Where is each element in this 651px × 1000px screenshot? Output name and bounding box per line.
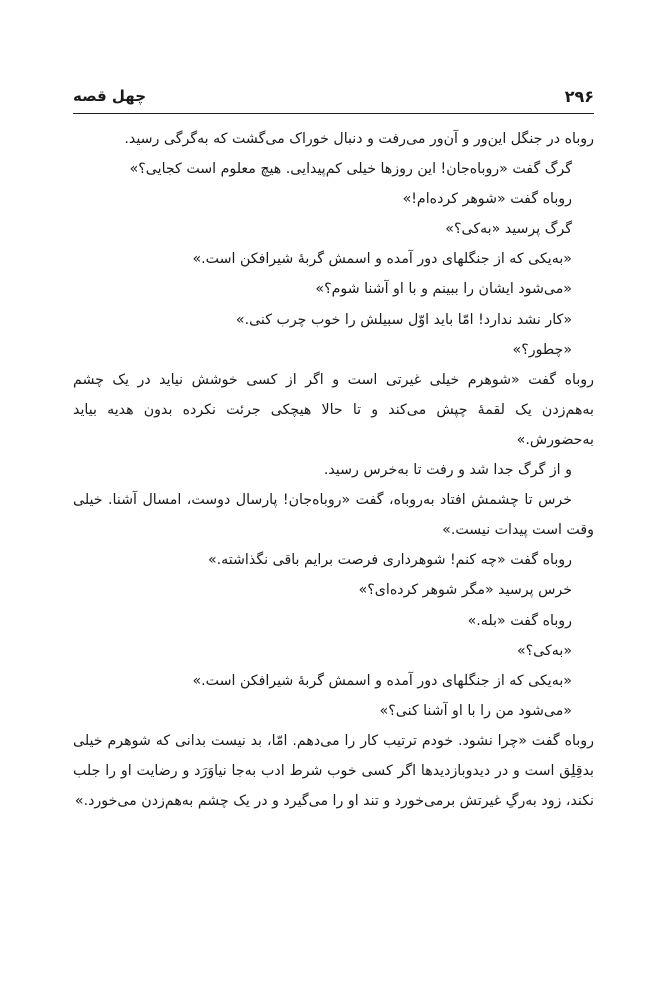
header-rule <box>73 113 594 114</box>
paragraph: و از گرگ جدا شد و رفت تا به‌خرس رسید. <box>323 462 572 479</box>
paragraph: «به‌کی؟» <box>516 642 572 659</box>
paragraph: روباه گفت «چرا نشود. خودم ترتیب کار را می‌دهم. امّا، بد نیست بدانی که شوهرم خیلی بدقِلِق است و در دیدوبازدیدها اگر کسی خوب شرط ادب به‌جا نیاوَرَد و رضایت او را جلب نکند، زود به‌رگِ غیرتش برمی‌خورد و تند او را می‌گیرد و در یک چشم به‌هم‌زدن می‌خورد.» <box>73 732 594 810</box>
page-header <box>73 84 594 108</box>
paragraph: خرس پرسید «مگر شوهر کرده‌ای؟» <box>358 582 572 599</box>
paragraph: «به‌یکی که از جنگلهای دور آمده و اسمش گربهٔ شیرافکن است.» <box>192 251 572 268</box>
page-number: ۲۹۶ <box>564 86 594 106</box>
paragraph: روباه در جنگل این‌ور و آن‌ور می‌رفت و دنبال خوراک می‌گشت که به‌گرگی رسید. <box>124 131 594 147</box>
paragraph: روباه گفت «شوهر کرده‌ام!» <box>402 191 572 208</box>
paragraph: «چطور؟» <box>512 341 572 358</box>
paragraph: روباه گفت «شوهرم خیلی غیرتی است و اگر از کسی خوشش نیاید در یک چشم به‌هم‌زدن یک لقمهٔ چپش می‌کند و تا حالا هیچکی جرئت نکرده بدون هدیه بیاید به‌حضورش.» <box>73 371 594 448</box>
paragraph: گرگ پرسید «به‌کی؟» <box>445 221 572 238</box>
paragraph: «می‌شود ایشان را ببینم و با او آشنا شوم؟» <box>315 281 572 298</box>
paragraph: «کار نشد ندارد! امّا باید اوّل سبیلش را خوب چرب کنی.» <box>235 311 572 328</box>
paragraph: گرگ گفت «روباه‌جان! این روزها خیلی کم‌پیدایی. هیچ معلوم است کجایی؟» <box>129 161 572 178</box>
paragraph: روباه گفت «چه کنم! شوهرداری فرصت برایم باقی نگذاشته.» <box>207 552 572 569</box>
paragraph: «به‌یکی که از جنگلهای دور آمده و اسمش گربهٔ شیرافکن است.» <box>192 672 572 689</box>
paragraph: «می‌شود من را با او آشنا کنی؟» <box>379 702 572 719</box>
paragraph: روباه گفت «بله.» <box>467 612 572 629</box>
paragraph: خرس تا چشمش افتاد به‌روباه، گفت «روباه‌جان! پارسال دوست، امسال آشنا. خیلی وقت است پیدات نیست.» <box>73 492 594 539</box>
running-title: چهل قصه <box>73 87 147 105</box>
story-text <box>73 124 594 816</box>
